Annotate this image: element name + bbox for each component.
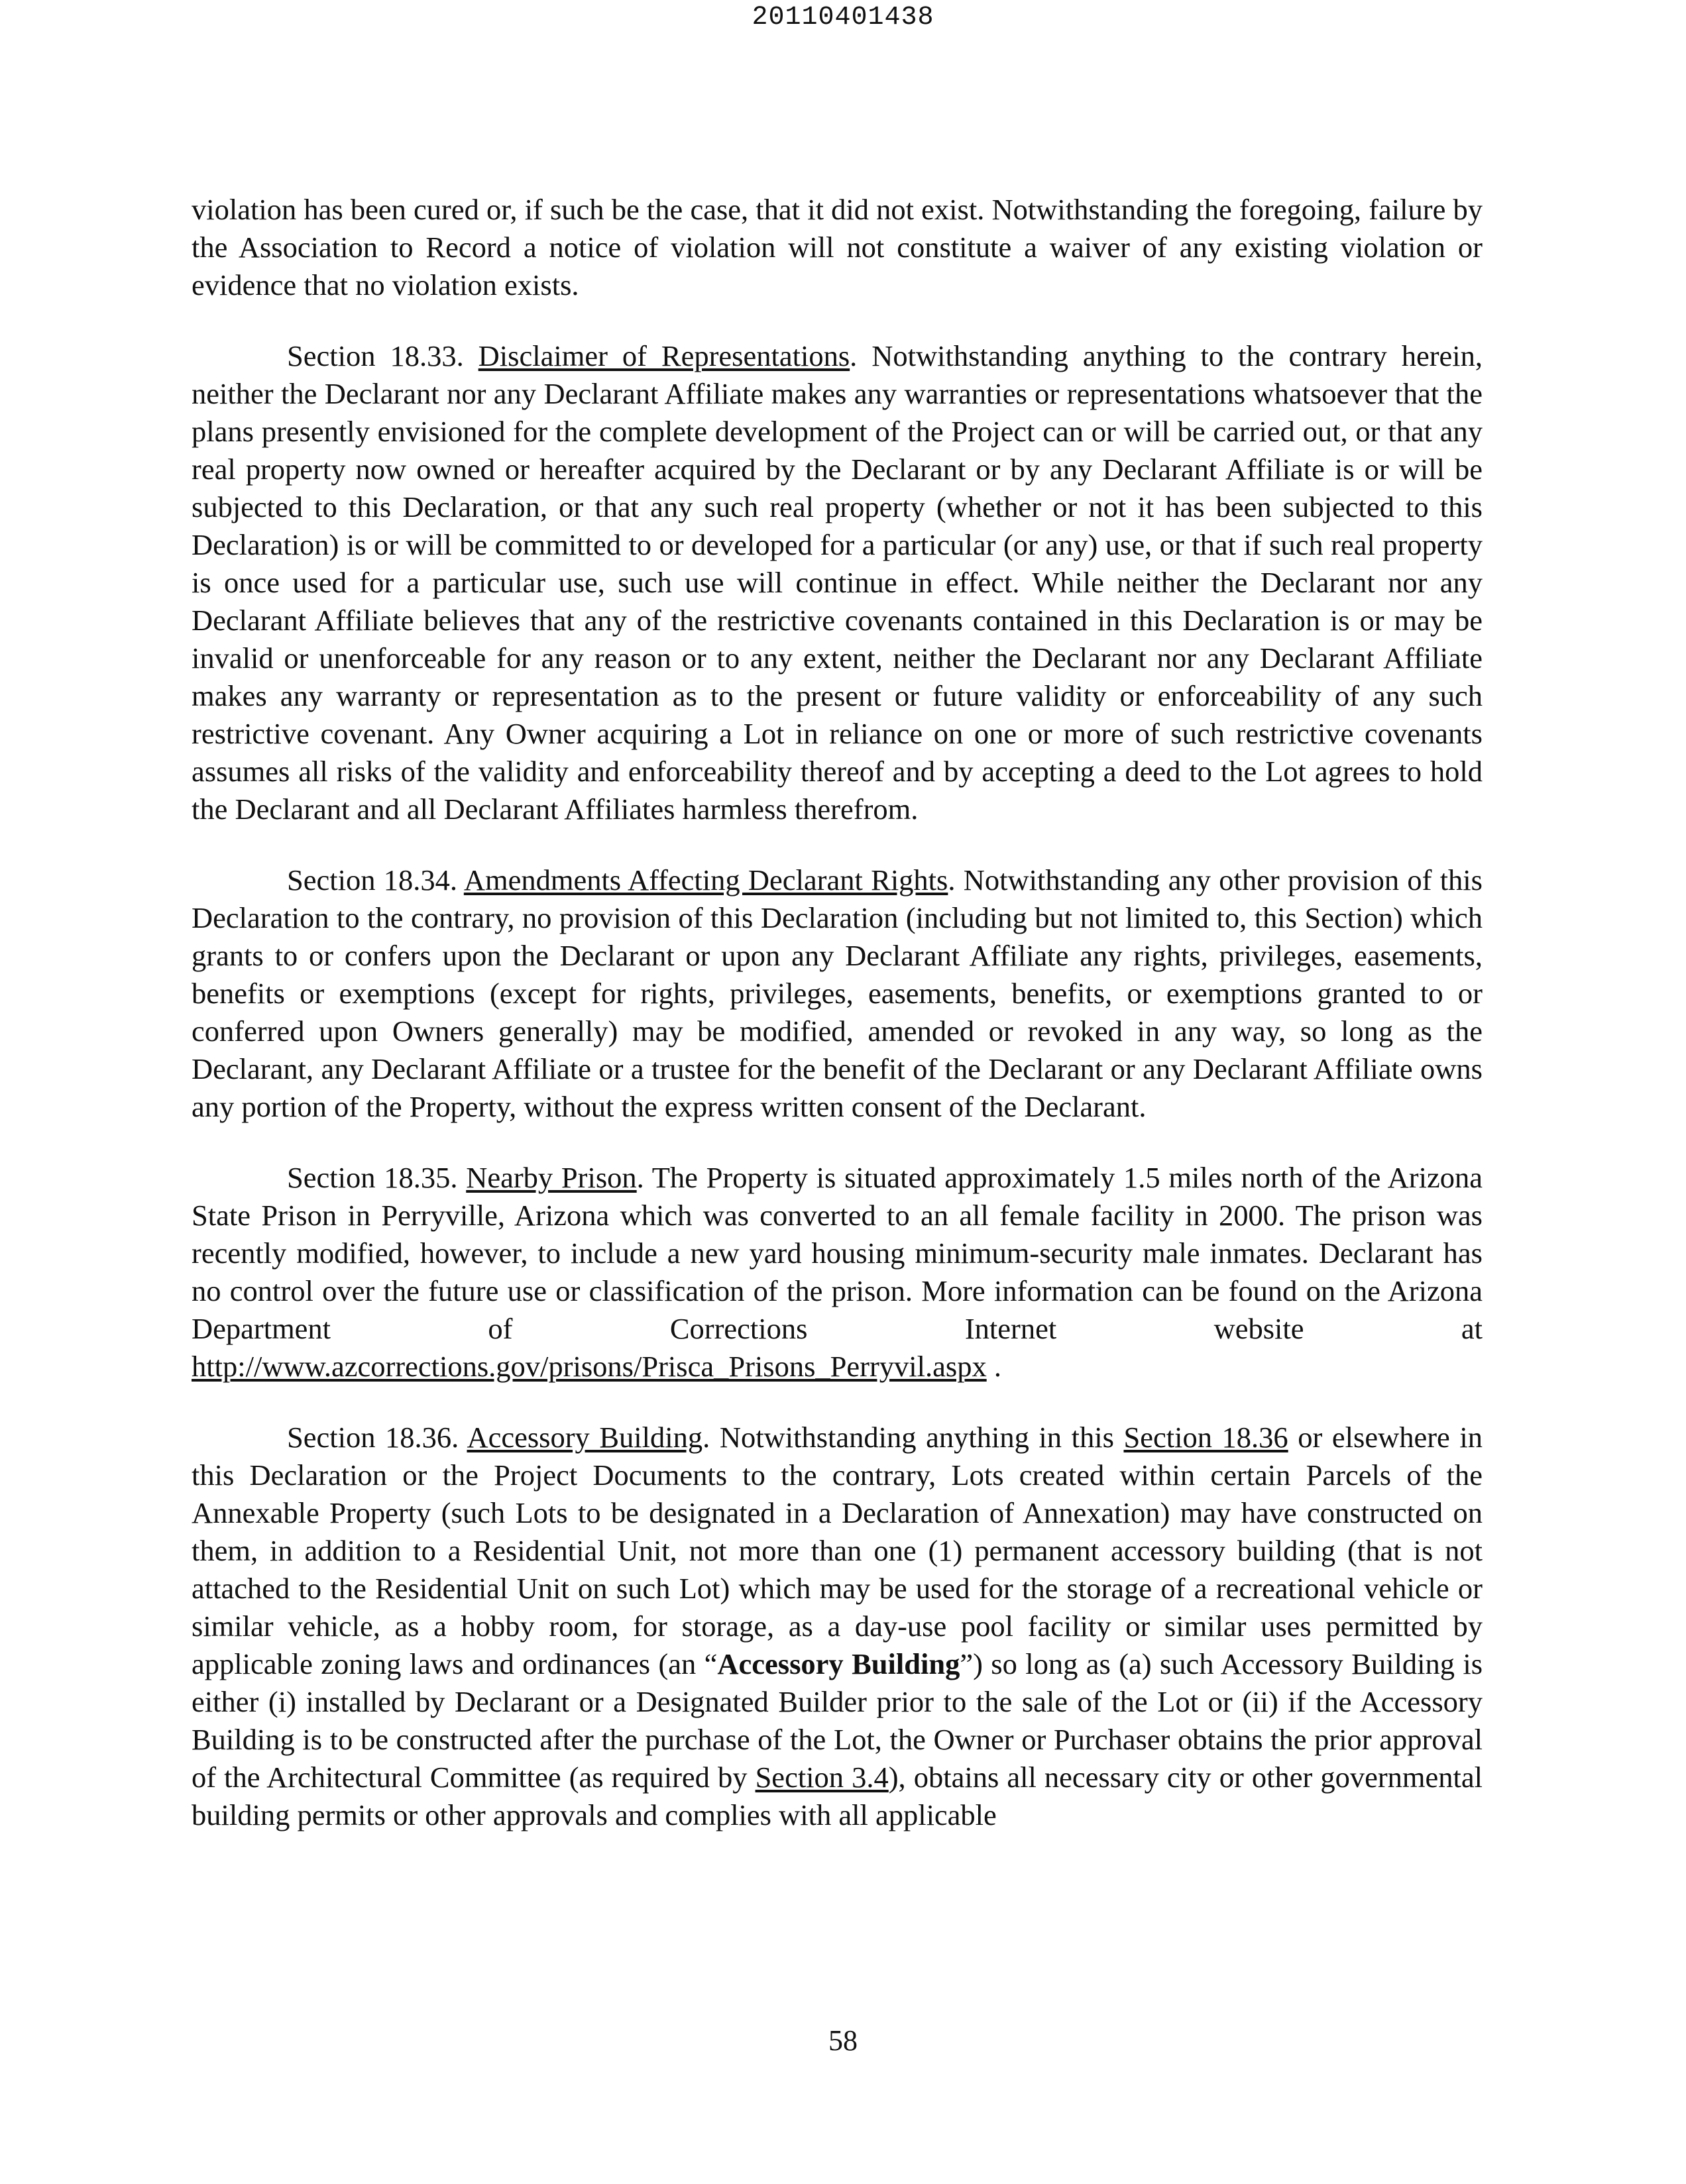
section-heading: Accessory Building <box>467 1421 703 1454</box>
section-body: ), obtains all necessary city or other governmental building permits or other approvals and complies with all applicable <box>192 1761 1483 1831</box>
section-number: Section 18.33. <box>287 339 478 372</box>
document-body <box>192 191 1483 1867</box>
section-heading: Disclaimer of Representations <box>478 339 850 372</box>
section-body: . Notwithstanding anything to the contrary herein, neither the Declarant nor any Declarant Affiliate makes any warranties or representations whatsoever that the plans presently envisioned for the complete development of the Project can or will be carried out, or that any real property now owned or hereafter acquired by the Declarant or by any Declarant Affiliate is or will be subjected to this Declaration, or that any such real property (whether or not it has been subjected to this Declaration) is or will be committed to or developed for a particular (or any) use, or that if such real property is once used for a particular use, such use will continue in effect. While neither the Declarant nor any Declarant Affiliate believes that any of the restrictive covenants contained in this Declaration is or may be invalid or unenforceable for any reason or to any extent, neither the Declarant nor any Declarant Affiliate makes any warranty or representation as to the present or future validity or enforceability of any such restrictive covenant. Any Owner acquiring a Lot in reliance on one or more of such restrictive covenants assumes all risks of the validity and enforceability thereof and by accepting a deed to the Lot agrees to hold the Declarant and all Declarant Affiliates harmless therefrom. <box>192 339 1483 826</box>
section-heading: Amendments Affecting Declarant Rights <box>463 863 948 897</box>
section-18-35-paragraph <box>192 1159 1483 1386</box>
section-body: ”) so long as (a) such Accessory Building is either (i) installed by Declarant or a Designated Builder prior to the sale of the Lot or (ii) if the Accessory Building is to be constructed after the purchase of the Lot, the Owner or Purchaser obtains the prior approval of the Architectural Committee (as required by <box>192 1647 1483 1794</box>
section-number: Section 18.34. <box>287 863 464 897</box>
defined-term: Accessory Building <box>717 1647 960 1680</box>
section-heading: Nearby Prison <box>466 1161 637 1194</box>
section-18-36-paragraph <box>192 1419 1483 1834</box>
paragraph-continuation: violation has been cured or, if such be the case, that it did not exist. Notwithstanding the foregoing, failure by the Association to Record a notice of violation will not constitute a waiver of any existing violation or evidence that no violation exists. <box>192 193 1483 301</box>
section-number: Section 18.36. <box>287 1421 467 1454</box>
section-body: . Notwithstanding anything in this <box>702 1421 1124 1454</box>
section-body: . The Property is situated approximately 1.5 miles north of the Arizona State Prison in Perryville, Arizona which was converted to an all female facility in 2000. The prison was recently modified, however, to include a new yard housing minimum-security male inmates. Declarant has no control over the future use or classification of the prison. More information can be found on the Arizona Department of Corrections Internet website at <box>192 1161 1483 1345</box>
section-reference: Section 18.36 <box>1123 1421 1288 1454</box>
page-number: 58 <box>828 2024 858 2057</box>
section-18-33-paragraph <box>192 337 1483 828</box>
section-18-34-paragraph <box>192 861 1483 1126</box>
section-body: . Notwithstanding any other provision of this Declaration to the contrary, no provision of this Declaration (including but not limited to, this Section) which grants to or confers upon the Declarant or upon any Declarant Affiliate any rights, privileges, easements, benefits or exemptions (except for rights, privileges, easements, benefits, or exemptions granted to or conferred upon Owners generally) may be modified, amended or revoked in any way, so long as the Declarant, any Declarant Affiliate or a trustee for the benefit of the Declarant or any Declarant Affiliate owns any portion of the Property, without the express written consent of the Declarant. <box>192 863 1483 1123</box>
section-reference: Section 3.4 <box>755 1761 889 1794</box>
section-number: Section 18.35. <box>287 1161 467 1194</box>
corrections-website-link[interactable]: http://www.azcorrections.gov/prisons/Prisca_Prisons_Perryvil.aspx <box>192 1350 987 1383</box>
document-number: 20110401438 <box>752 3 934 32</box>
section-body: or elsewhere in this Declaration or the Project Documents to the contrary, Lots created within certain Parcels of the Annexable Property (such Lots to be designated in a Declaration of Annexation) may have constructed on them, in addition to a Residential Unit, not more than one (1) permanent accessory building (that is not attached to the Residential Unit on such Lot) which may be used for the storage of a recreational vehicle or similar vehicle, as a hobby room, for storage, as a day-use pool facility or similar uses permitted by applicable zoning laws and ordinances (an “ <box>192 1421 1483 1680</box>
section-body-end: . <box>986 1350 1001 1383</box>
